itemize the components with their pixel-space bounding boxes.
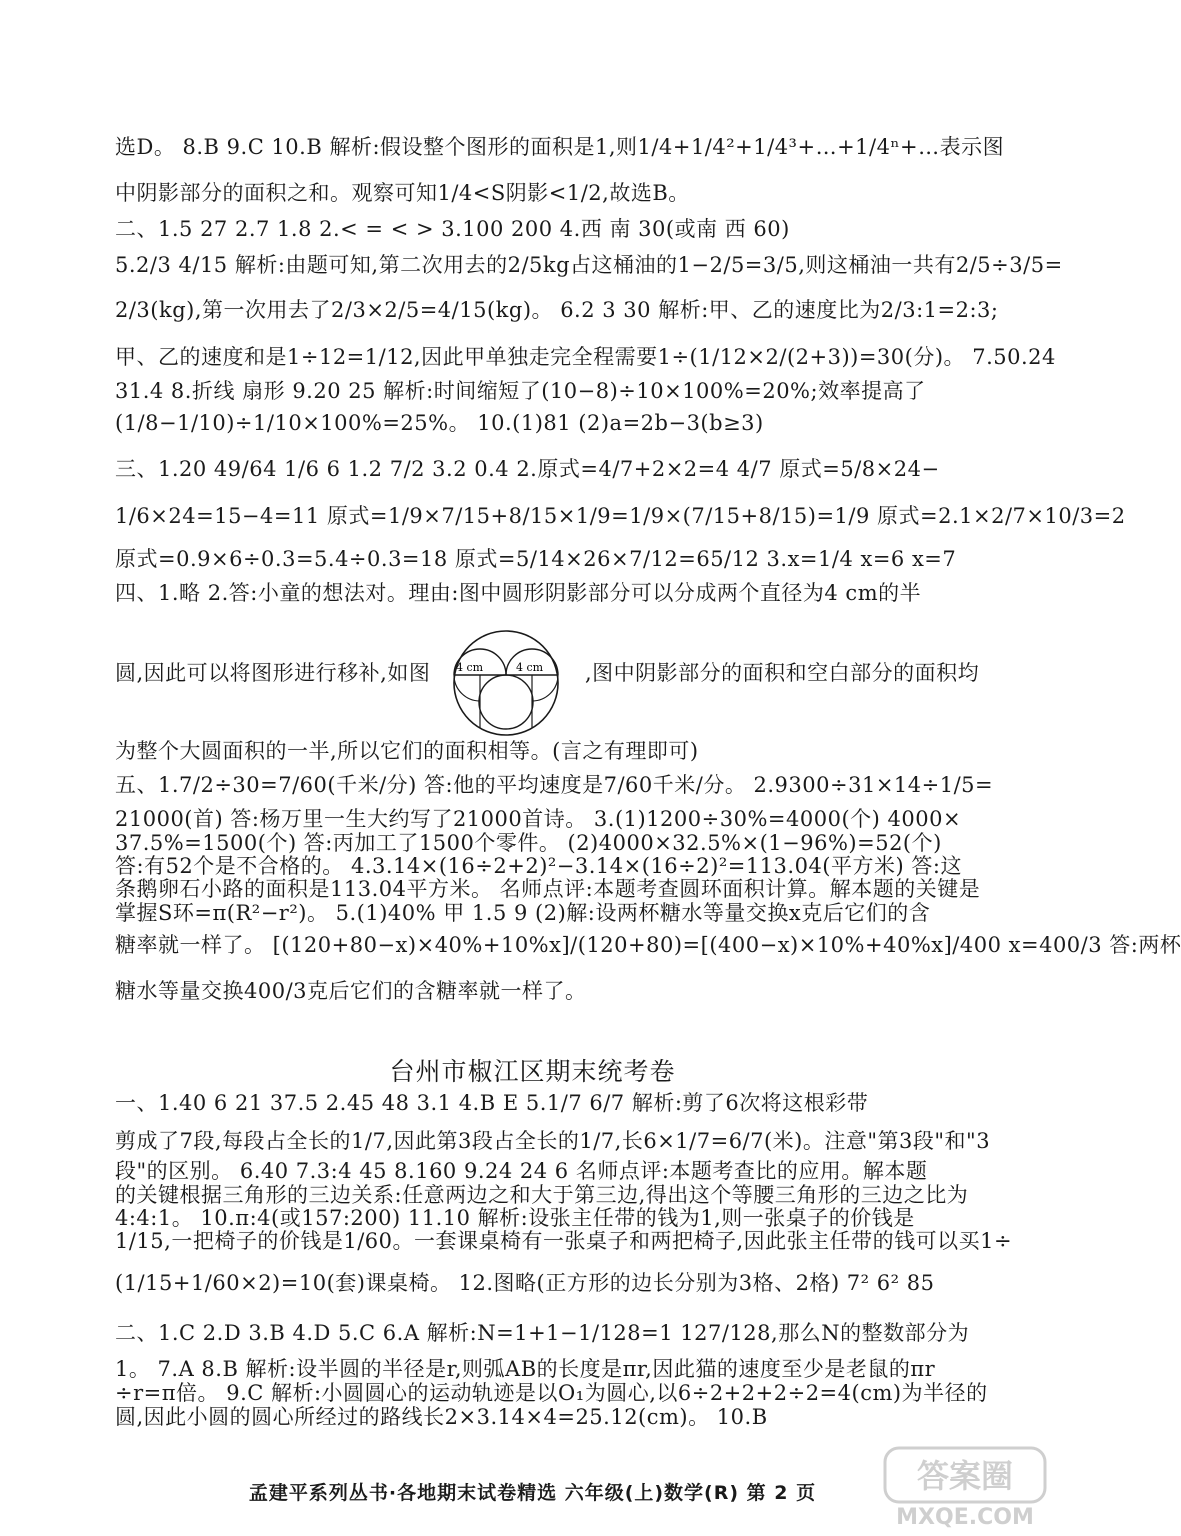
text-line: 原式=0.9×6÷0.3=5.4÷0.3=18 原式=5/14×26×7/12=65/12 3.x=1/4 x=6 x=7 xyxy=(115,547,957,571)
text-line: 一、1.40 6 21 37.5 2.45 48 3.1 4.B E 5.1/7 6/7 解析:剪了6次将这根彩带 xyxy=(115,1091,869,1115)
text-line: 1/15,一把椅子的价钱是1/60。一套课桌椅有一张桌子和两把椅子,因此张主任带的钱可以买1÷ xyxy=(115,1229,1013,1253)
text-line: 选D。 8.B 9.C 10.B 解析:假设整个图形的面积是1,则1/4+1/4²+1/4³+…+1/4ⁿ+…表示图 xyxy=(115,135,1005,159)
text-line: 圆,因此可以将图形进行移补,如图 xyxy=(115,661,431,685)
text-line: 21000(首) 答:杨万里一生大约写了21000首诗。 3.(1)1200÷30%=4000(个) 4000× xyxy=(115,807,962,831)
text-line: 剪成了7段,每段占全长的1/7,因此第3段占全长的1/7,长6×1/7=6/7(米)。注意"第3段"和"3 xyxy=(115,1129,991,1153)
text-line: 掌握S环=π(R²−r²)。 5.(1)40% 甲 1.5 9 (2)解:设两杯糖水等量交换x克后它们的含 xyxy=(115,901,931,925)
text-line: (1/15+1/60×2)=10(套)课桌椅。 12.图略(正方形的边长分别为3格、2格) 7² 6² 85 xyxy=(115,1271,935,1295)
figure-label-right: 4 cm xyxy=(516,661,544,674)
watermark-bottom: MXQE.COM xyxy=(896,1505,1034,1530)
watermark-logo xyxy=(880,1440,1055,1530)
text-line: 二、1.5 27 2.7 1.8 2.< = < > 3.100 200 4.西 南 30(或南 西 60) xyxy=(115,217,790,241)
text-line: 糖率就一样了。 [(120+80−x)×40%+10%x]/(120+80)=[(400−x)×10%+40%x]/400 x=400/3 答:两杯 xyxy=(115,933,1181,957)
text-line: 甲、乙的速度和是1÷12=1/12,因此甲单独走完全程需要1÷(1/12×2/(2+3))=30(分)。 7.50.24 xyxy=(115,345,1056,369)
text-line: 4:4:1。 10.π:4(或157:200) 11.10 解析:设张主任带的钱为1,则一张桌子的价钱是 xyxy=(115,1206,915,1230)
text-line: ,图中阴影部分的面积和空白部分的面积均 xyxy=(585,661,980,685)
text-line: (1/8−1/10)÷1/10×100%=25%。 10.(1)81 (2)a=2b−3(b≥3) xyxy=(115,411,764,435)
figure-label-left: 4 cm xyxy=(456,661,484,674)
text-line: 段"的区别。 6.40 7.3:4 45 8.160 9.24 24 6 名师点评:本题考查比的应用。解本题 xyxy=(115,1159,928,1183)
text-line: 答:有52个是不合格的。 4.3.14×(16÷2+2)²−3.14×(16÷2)²=113.04(平方米) 答:这 xyxy=(115,854,962,878)
text-line: 1。 7.A 8.B 解析:设半圆的半径是r,则弧AB的长度是πr,因此猫的速度至少是老鼠的πr xyxy=(115,1357,936,1381)
text-line: 条鹅卵石小路的面积是113.04平方米。 名师点评:本题考查圆环面积计算。解本题的关键是 xyxy=(115,877,981,901)
text-line: 5.2/3 4/15 解析:由题可知,第二次用去的2/5kg占这桶油的1−2/5=3/5,则这桶油一共有2/5÷3/5= xyxy=(115,253,1063,277)
text-line: 31.4 8.折线 扇形 9.20 25 解析:时间缩短了(10−8)÷10×100%=20%;效率提高了 xyxy=(115,379,926,403)
text-line: 中阴影部分的面积之和。观察可知1/4<S阴影<1/2,故选B。 xyxy=(115,181,690,205)
watermark-top: 答案圈 xyxy=(916,1457,1014,1495)
text-line: 1/6×24=15−4=11 原式=1/9×7/15+8/15×1/9=1/9×(7/15+8/15)=1/9 原式=2.1×2/7×10/3=2 xyxy=(115,504,1126,528)
section-title: 台州市椒江区期末统考卷 xyxy=(389,1057,676,1086)
text-line: 37.5%=1500(个) 答:丙加工了1500个零件。 (2)4000×32.5%×(1−96%)=52(个) xyxy=(115,831,942,855)
text-line: 二、1.C 2.D 3.B 4.D 5.C 6.A 解析:N=1+1−1/128=1 127/128,那么N的整数部分为 xyxy=(115,1321,970,1345)
text-line: 为整个大圆面积的一半,所以它们的面积相等。(言之有理即可) xyxy=(115,739,699,763)
text-line: 糖水等量交换400/3克后它们的含糖率就一样了。 xyxy=(115,979,587,1003)
text-line: 五、1.7/2÷30=7/60(千米/分) 答:他的平均速度是7/60千米/分。 2.9300÷31×14÷1/5= xyxy=(115,773,994,797)
text-line: 2/3(kg),第一次用去了2/3×2/5=4/15(kg)。 6.2 3 30 解析:甲、乙的速度比为2/3:1=2:3; xyxy=(115,298,999,322)
circle-figure xyxy=(432,628,580,738)
text-line: 圆,因此小圆的圆心所经过的路线长2×3.14×4=25.12(cm)。 10.B xyxy=(115,1405,768,1429)
text-line: 四、1.略 2.答:小童的想法对。理由:图中圆形阴影部分可以分成两个直径为4 cm的半 xyxy=(115,581,922,605)
page-footer: 孟建平系列丛书·各地期末试卷精选 六年级(上)数学(R) 第 2 页 xyxy=(248,1482,817,1504)
text-line: 三、1.20 49/64 1/6 6 1.2 7/2 3.2 0.4 2.原式=4/7+2×2=4 4/7 原式=5/8×24− xyxy=(115,457,940,481)
text-line: ÷r=π倍。 9.C 解析:小圆圆心的运动轨迹是以O₁为圆心,以6÷2+2+2÷2=4(cm)为半径的 xyxy=(115,1381,988,1405)
text-line: 的关键根据三角形的三边关系:任意两边之和大于第三边,得出这个等腰三角形的三边之比为 xyxy=(115,1183,969,1207)
